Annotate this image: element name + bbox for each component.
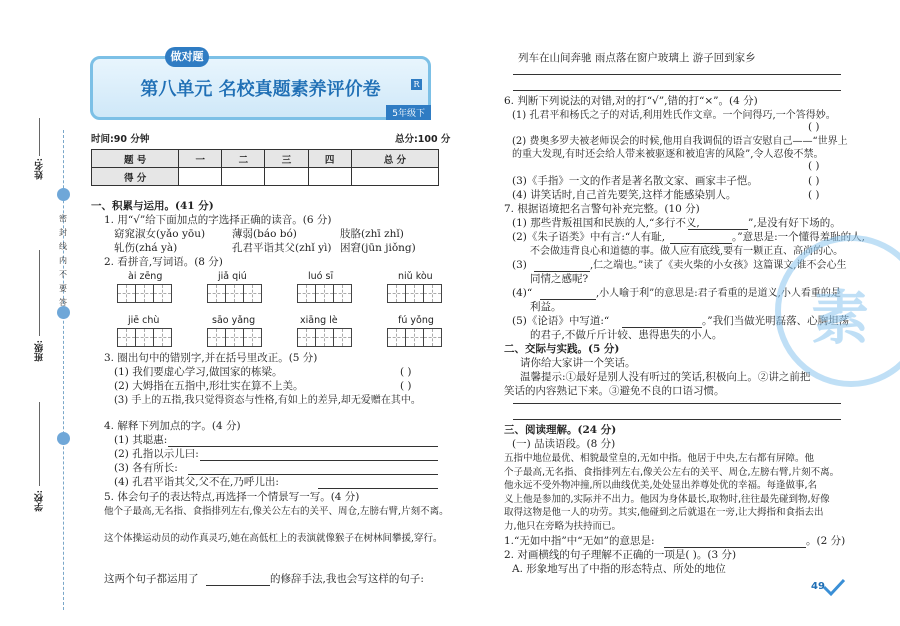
seal-line xyxy=(63,130,64,610)
class-field[interactable] xyxy=(39,250,40,336)
check-icon xyxy=(822,577,846,597)
answer-paren[interactable]: ( ) xyxy=(400,366,412,378)
writing-grid[interactable] xyxy=(118,284,172,303)
answer-line[interactable] xyxy=(188,474,438,475)
passage-line: 个子最高,无名指、食指排列左右,像关公左右的关平、周仓,左膀右臂,片刻不离。 xyxy=(504,466,840,478)
writing-grid[interactable] xyxy=(298,284,352,303)
score-cell[interactable] xyxy=(222,168,265,186)
q6-item: (3)《手指》一文的作者是著名散文家、画家丰子恺。 xyxy=(512,175,758,187)
passage-line: 取得这物是他一人的功劳。其实,他碰到之后就退在一旁,让大拇指和食指去出 xyxy=(504,507,824,519)
q7-item: 利益。 xyxy=(530,301,562,313)
score-cell[interactable] xyxy=(351,168,438,186)
s2-prompt: 请你给大家讲一个笑话。 xyxy=(520,357,636,369)
q7-item: 同情之感呢? xyxy=(530,273,589,285)
writing-grid[interactable] xyxy=(388,328,442,347)
q7-item: 。”我们当做光明磊落、心胸坦荡 xyxy=(702,315,850,327)
q4-item: (2) 孔指以示儿曰: xyxy=(114,448,199,460)
answer-line[interactable] xyxy=(513,74,841,75)
answer-paren[interactable]: ( ) xyxy=(808,121,820,133)
passage-line: 力,他只在旁略为扶持而已。 xyxy=(504,520,622,532)
q6-item: (1) 孔君平和杨氏之子的对话,利用姓氏作文章。一个问得巧,一个答得妙。 xyxy=(512,110,836,121)
answer-line[interactable] xyxy=(622,327,702,328)
answer-line[interactable] xyxy=(534,271,590,272)
title-banner xyxy=(90,50,431,120)
total-score-label: 总分:100 分 xyxy=(395,134,451,145)
s2-tip: 温馨提示:①最好是别人没有听过的笑话,积极向上。②讲之前把 xyxy=(520,371,811,383)
writing-grid[interactable] xyxy=(208,284,262,303)
answer-line[interactable] xyxy=(200,460,438,461)
q1-item[interactable]: 轧伤(zhá yà) xyxy=(114,242,178,254)
writing-grid[interactable] xyxy=(208,328,262,347)
q7-prompt: 7. 根据语境把名言警句补充完整。(10 分) xyxy=(504,203,700,215)
q5-end: 这两个句子都运用了 xyxy=(104,573,199,585)
q6-item: 的重大发现,有时还会给人带来被驱逐和被追害的风险”,令人忍俊不禁。 xyxy=(512,149,824,160)
pinyin: niǔ kòu xyxy=(398,271,433,282)
binding-margin xyxy=(0,0,86,626)
page-title: 第八单元 名校真题素养评价卷 xyxy=(140,79,381,100)
answer-line[interactable] xyxy=(688,229,748,230)
writing-grid[interactable] xyxy=(388,284,442,303)
q1-item[interactable]: 肢胳(zhī zhǐ) xyxy=(340,228,404,240)
answer-line[interactable] xyxy=(540,299,596,300)
school-label: 学校: xyxy=(35,490,45,512)
watermark-stamp: 素 xyxy=(775,235,900,387)
score-header: 一 xyxy=(179,150,222,168)
r2-prompt: 2. 对画横线的句子理解不正确的一项是( )。(3 分) xyxy=(504,549,737,561)
scene-options: 列车在山间奔驰 雨点落在窗户玻璃上 游子回到家乡 xyxy=(518,52,756,64)
q7-item: 。”意思是:一个懂得羞耻的人, xyxy=(732,231,865,243)
q5-prompt: 5. 体会句子的表达特点,再选择一个情景写一写。(4 分) xyxy=(104,491,360,503)
seal-warning: 密 封 线 内 不 要 答 xyxy=(59,214,67,307)
passage-line: 他永远不受外物冲撞,所以曲线优美,处处显出养尊处优的幸福。每逢做事,名 xyxy=(504,480,818,492)
pinyin: luó sī xyxy=(308,271,334,282)
score-header: 总 分 xyxy=(351,150,438,168)
class-label: 班级: xyxy=(35,340,45,362)
seal-dot xyxy=(57,432,70,445)
q4-item: (1) 其聪惠: xyxy=(114,434,168,446)
q1-item[interactable]: 薄弱(báo bó) xyxy=(232,228,297,240)
seal-dot xyxy=(57,188,70,201)
page-number: 49 xyxy=(811,581,825,592)
time-label: 时间:90 分钟 xyxy=(91,134,150,145)
pinyin: jiē chù xyxy=(128,315,160,326)
q1-prompt: 1. 用“√”给下面加点的字选择正确的读音。(6 分) xyxy=(104,214,332,226)
pinyin: ài zēng xyxy=(128,271,163,282)
score-header: 三 xyxy=(265,150,308,168)
answer-line[interactable] xyxy=(670,243,732,244)
q5-example: 他个子最高,无名指、食指排列左右,像关公左右的关平、周仓,左膀右臂,片刻不离。 xyxy=(104,506,449,517)
section-2-title: 二、交际与实践。(5 分) xyxy=(504,343,620,355)
score-row-label: 得 分 xyxy=(92,168,179,186)
q7-item: ”,是没有好下场的。 xyxy=(748,217,841,229)
q7-item: (4)“ xyxy=(512,287,533,299)
q3-item: (1) 我们要虚心学习,做国家的栋梁。 xyxy=(114,366,283,378)
q3-item: (3) 手上的五指,我只觉得资态与性格,有如上的差异,却无爱赠在其中。 xyxy=(114,395,421,406)
score-header: 四 xyxy=(308,150,351,168)
q4-item: (3) 各有所长: xyxy=(114,462,178,474)
q1-item[interactable]: 困窘(jūn jiǒng) xyxy=(340,242,416,254)
section-1-title: 一、积累与运用。(41 分) xyxy=(91,200,214,212)
passage-line: 五指中地位最优、相貌最堂皇的,无如中指。他居于中央,左右都有屏障。他 xyxy=(504,453,815,464)
writing-grid[interactable] xyxy=(298,328,352,347)
reading-passage xyxy=(504,452,839,534)
name-label: 姓名: xyxy=(35,158,45,180)
q6-prompt: 6. 判断下列说法的对错,对的打“√”,错的打“×”。(4 分) xyxy=(504,95,758,107)
q6-item: (2) 费奥多罗夫被老师误会的时候,他用自我调侃的语言安慰自己——“世界上 xyxy=(512,136,848,147)
s3-sub: (一) 品读语段。(8 分) xyxy=(512,438,616,450)
answer-line[interactable] xyxy=(664,547,806,548)
answer-line[interactable] xyxy=(168,446,438,447)
q7-item: (2)《朱子语类》中有言:“人有耻, xyxy=(512,231,666,243)
q2-prompt: 2. 看拼音,写词语。(8 分) xyxy=(104,256,223,268)
score-header: 题 号 xyxy=(92,150,179,168)
answer-line[interactable] xyxy=(206,585,270,586)
answer-paren[interactable]: ( ) xyxy=(400,380,412,392)
q3-prompt: 3. 圈出句中的错别字,并在括号里改正。(5 分) xyxy=(104,352,318,364)
score-cell[interactable] xyxy=(179,168,222,186)
q7-item: ,小人喻于利”的意思是:君子看重的是道义,小人看重的是 xyxy=(596,288,841,299)
q7-item: ,仁之端也。”读了《卖火柴的小女孩》这篇课文,谁不会心生 xyxy=(590,260,847,271)
pinyin: xiāng lè xyxy=(300,315,338,326)
q7-item: 不会做违背良心和道德的事。做人应有底线,要有一颗正直、高尚的心。 xyxy=(530,246,844,257)
pinyin: jiǎ qiú xyxy=(218,271,247,282)
q4-item: (4) 孔君平诣其父,父不在,乃呼儿出: xyxy=(114,476,279,488)
name-field[interactable] xyxy=(39,118,40,156)
edition-tag: R xyxy=(411,79,422,90)
answer-line[interactable] xyxy=(513,403,841,404)
answer-line[interactable] xyxy=(513,419,841,420)
score-cell[interactable] xyxy=(265,168,308,186)
answer-line[interactable] xyxy=(513,90,841,91)
score-header: 二 xyxy=(222,150,265,168)
q1-item[interactable]: 孔君平诣其父(zhǐ yì) xyxy=(232,242,332,254)
answer-paren[interactable]: ( ) xyxy=(808,175,820,187)
answer-line[interactable] xyxy=(318,488,438,489)
q3-item: (2) 大姆指在五指中,形壮实在算不上美。 xyxy=(114,380,304,392)
r2-option[interactable]: A. 形象地写出了中指的形态特点、所处的地位 xyxy=(512,563,726,575)
q5-end: 的修辞手法,我也会写这样的句子: xyxy=(270,573,424,585)
s2-tip: 笑话的内容熟记下来。③避免不良的口语习惯。 xyxy=(504,385,725,397)
pinyin: fú yǒng xyxy=(398,315,434,326)
q7-item: (1) 那些背叛祖国和民族的人,“多行不义, xyxy=(512,217,700,229)
q5-example: 这个体操运动员的动作真灵巧,她在高低杠上的表演就像猴子在树林间攀援,穿行。 xyxy=(104,533,443,544)
answer-paren[interactable]: ( ) xyxy=(808,189,820,201)
grade-tag: 5年级下 xyxy=(386,105,431,120)
score-cell[interactable] xyxy=(308,168,351,186)
q1-item[interactable]: 窈窕淑女(yǎo yōu) xyxy=(114,228,206,240)
q7-item: (3) xyxy=(512,259,527,271)
section-3-title: 三、阅读理解。(24 分) xyxy=(504,424,617,436)
passage-line: 义上他是参加的,实际并不出力。他因为身体最长,取物时,往往最先碰到物,好像 xyxy=(504,493,830,505)
school-field[interactable] xyxy=(39,402,40,486)
r1-prompt: 。(2 分) xyxy=(806,535,846,547)
q4-prompt: 4. 解释下列加点的字。(4 分) xyxy=(104,420,241,432)
answer-paren[interactable]: ( ) xyxy=(808,160,820,172)
q7-item: (5)《论语》中写道:“ xyxy=(512,315,610,327)
q6-item: (4) 讲笑话时,自己首先要笑,这样才能感染别人。 xyxy=(512,189,737,201)
q7-item: 的君子,不做斤斤计较、患得患失的小人。 xyxy=(530,329,723,341)
pinyin: sāo yǎng xyxy=(212,315,256,326)
badge: 做对题 xyxy=(165,47,209,67)
writing-grid[interactable] xyxy=(118,328,172,347)
r1-prompt: 1.“无如中指”中“无如”的意思是: xyxy=(504,535,655,547)
score-table xyxy=(91,149,439,186)
